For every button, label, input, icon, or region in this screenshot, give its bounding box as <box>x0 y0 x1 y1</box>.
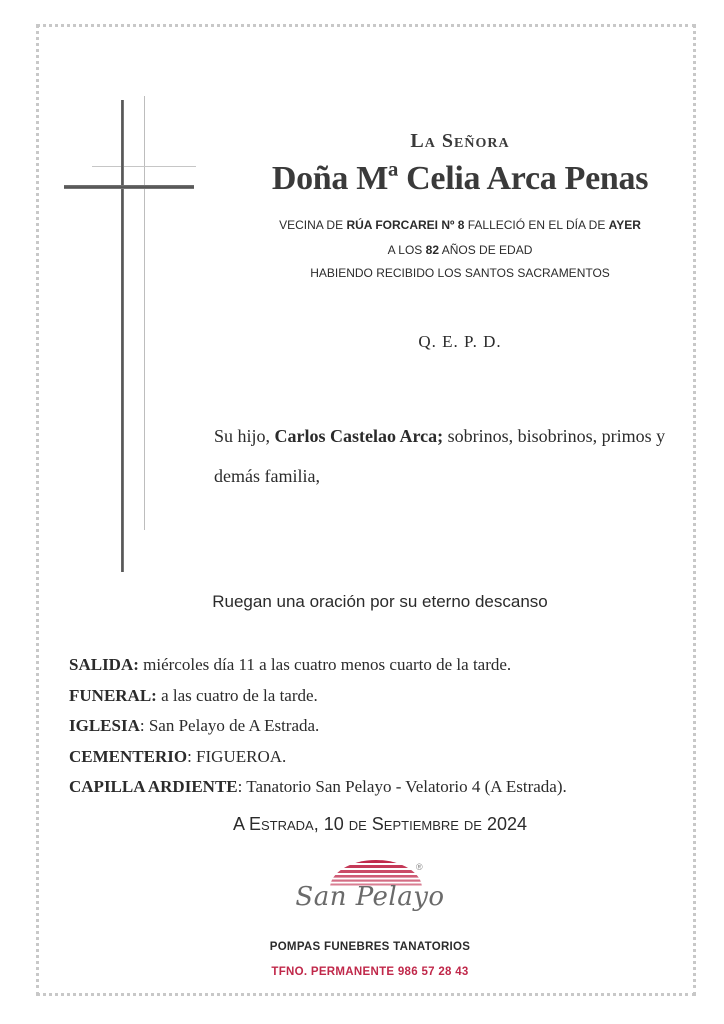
family-son: Carlos Castelao Arca; <box>274 426 444 446</box>
company-tagline: POMPAS FUNEBRES TANATORIOS <box>269 941 471 953</box>
family-paragraph <box>214 416 684 496</box>
schedule-text: : Tanatorio San Pelayo - Velatorio 4 (A Estrada). <box>237 777 567 796</box>
schedule-row-funeral <box>69 681 679 712</box>
residence-prefix: VECINA DE <box>279 218 347 232</box>
qepd: Q. E. P. D. <box>418 332 502 351</box>
schedule-row-cementerio <box>69 742 679 773</box>
age-line <box>230 243 690 257</box>
schedule-row-salida <box>69 650 679 681</box>
logo-stripe <box>330 870 422 873</box>
age-prefix: A LOS <box>387 243 426 257</box>
san-pelayo-logo <box>290 858 450 928</box>
schedule-label: CAPILLA ARDIENTE <box>69 777 238 796</box>
schedule-row-capilla <box>69 772 679 803</box>
title-prefix: La Señora <box>410 130 510 152</box>
cross-icon-vertical-bar <box>121 100 124 572</box>
cross-shadow-vertical <box>144 96 145 530</box>
cross-icon-horizontal-bar <box>64 185 194 189</box>
logo-stripe <box>330 860 422 863</box>
schedule-label: FUNERAL: <box>69 685 157 705</box>
registered-mark: ® <box>416 862 423 872</box>
schedule-text: a las cuatro de la tarde. <box>156 685 318 705</box>
phone-number: TFNO. PERMANENTE 986 57 28 43 <box>271 966 469 978</box>
schedule-text: : San Pelayo de A Estrada. <box>139 716 320 735</box>
schedule-list <box>69 650 679 803</box>
schedule-text: miércoles día 11 a las cuatro menos cuarto de la tarde. <box>138 655 512 674</box>
schedule-row-iglesia <box>69 711 679 742</box>
logo-stripe <box>330 875 422 878</box>
schedule-label: IGLESIA <box>69 716 140 735</box>
schedule-text: : FIGUEROA. <box>187 746 287 766</box>
residence-line <box>230 218 690 232</box>
age-suffix: AÑOS DE EDAD <box>439 243 533 257</box>
schedule-label: CEMENTERIO <box>69 746 188 766</box>
age-value: 82 <box>425 243 440 257</box>
schedule-label: SALIDA: <box>69 655 139 674</box>
death-day: AYER <box>608 218 641 232</box>
residence-address: RÚA FORCAREI Nº 8 <box>346 218 465 232</box>
cross-shadow-horizontal <box>92 166 196 167</box>
place-date-signoff: A Estrada, 10 de Septiembre de 2024 <box>232 814 528 834</box>
logo-stripe <box>330 865 422 868</box>
death-text: FALLECIÓ EN EL DÍA DE <box>464 218 609 232</box>
logo-text: San Pelayo <box>295 882 445 912</box>
prayer-text: Ruegan una oración por su eterno descanso <box>212 592 548 611</box>
deceased-name: Doña Mª Celia Arca Penas <box>271 160 649 197</box>
family-intro: Su hijo, <box>214 426 275 446</box>
family-rest: sobrinos, bisobrinos, primos y demás familia, <box>214 426 666 486</box>
sacraments-line: HABIENDO RECIBIDO LOS SANTOS SACRAMENTOS <box>310 266 610 280</box>
